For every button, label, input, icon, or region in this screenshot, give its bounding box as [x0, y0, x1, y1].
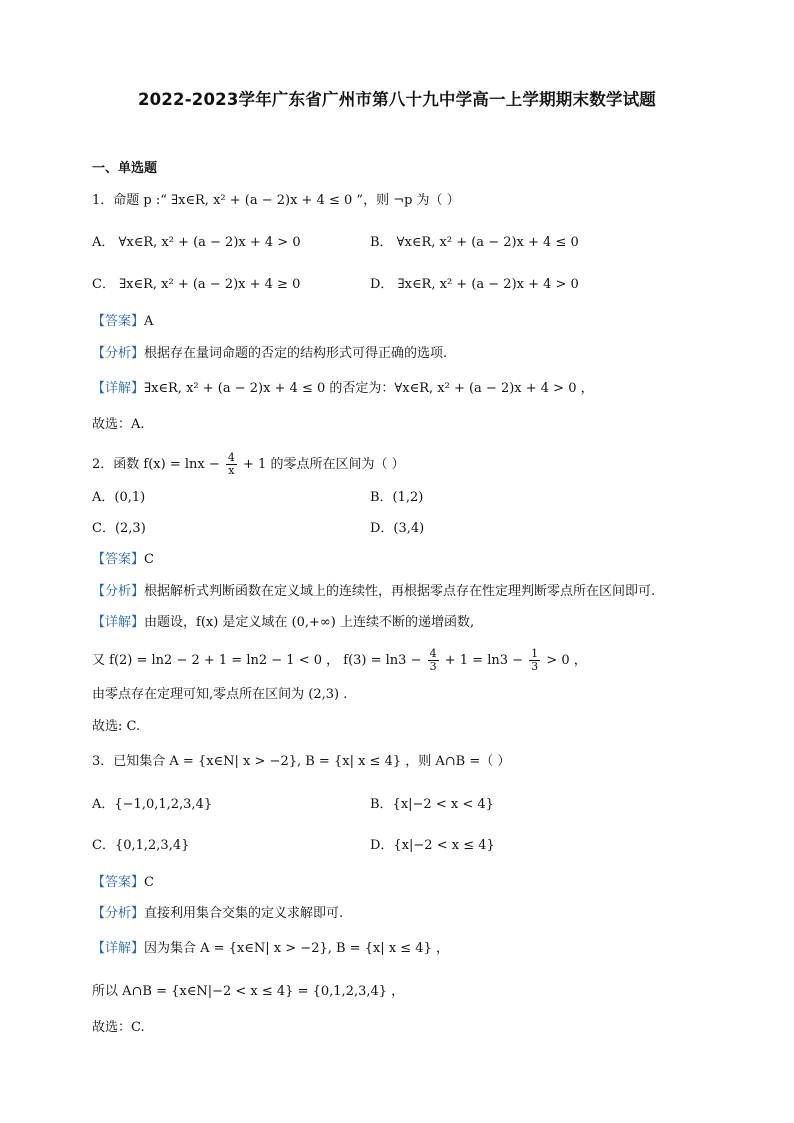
q2-line1-mid: + 1 = ln3 −	[444, 653, 524, 668]
answer-label: 【答案】	[92, 875, 145, 890]
q3-choose: 故选：C.	[92, 1020, 145, 1035]
frac-numerator: 4	[227, 451, 235, 464]
frac-numerator: 4	[429, 647, 437, 660]
q2-analysis-text: 根据解析式判断函数在定义域上的连续性，再根据零点存在性定理判断零点所在区间即可.	[144, 584, 656, 599]
q3-detail-line1: 所以 A∩B = {x∈N|−2 < x ≤ 4} = {0,1,2,3,4} ，	[92, 984, 405, 999]
q1-detail	[92, 380, 594, 398]
q1-analysis-text: 根据存在量词命题的否定的结构形式可得正确的选项.	[144, 346, 448, 361]
q2-line1-post: > 0 ，	[546, 653, 587, 668]
analysis-label: 【分析】	[92, 584, 145, 599]
frac-numerator: 1	[531, 647, 539, 660]
q2-choose: 故选: C.	[92, 719, 141, 734]
q1-option-c: C． ∃x∈R, x² + (a − 2)x + 4 ≥ 0	[92, 277, 301, 292]
q2-option-b: B．(1,2)	[370, 490, 424, 505]
page-title: 2022-2023学年广东省广州市第八十九中学高一上学期期末数学试题	[138, 90, 656, 109]
answer-label: 【答案】	[92, 314, 145, 329]
q3-stem: 3．已知集合 A = {x∈N| x > −2}, B = {x| x ≤ 4} ，则 A∩B =（ ）	[92, 754, 511, 769]
q3-answer-value: C	[144, 875, 154, 890]
q2-stem-pre: 2．函数 f(x) = lnx −	[92, 457, 220, 472]
q2-analysis	[92, 583, 655, 601]
q3-analysis-text: 直接利用集合交集的定义求解即可.	[144, 906, 344, 921]
q3-detail-text: 因为集合 A = {x∈N| x > −2}, B = {x| x ≤ 4} ，	[144, 941, 449, 956]
q2-line1-pre: 又 f(2) = ln2 − 2 + 1 = ln2 − 1 < 0 ， f(3) = ln3 −	[92, 653, 422, 668]
q2-detail-text: 由题设，f(x) 是定义域在 (0,+∞) 上连续不断的递增函数,	[144, 615, 475, 630]
q2-option-c: C．(2,3)	[92, 521, 146, 536]
section-heading: 一、单选题	[92, 161, 158, 176]
q1-answer	[92, 313, 153, 331]
frac-denominator: 3	[429, 660, 437, 673]
q1-option-a: A． ∀x∈R, x² + (a − 2)x + 4 > 0	[92, 235, 301, 250]
q3-option-c: C．{0,1,2,3,4}	[92, 838, 190, 853]
frac-denominator: x	[228, 464, 235, 477]
analysis-label: 【分析】	[92, 346, 145, 361]
q1-option-b: B． ∀x∈R, x² + (a − 2)x + 4 ≤ 0	[370, 235, 579, 250]
q2-stem-fraction	[226, 452, 237, 477]
q2-fraction-4-3	[428, 648, 439, 673]
analysis-label: 【分析】	[92, 906, 145, 921]
detail-label: 【详解】	[92, 941, 145, 956]
q1-option-d: D． ∃x∈R, x² + (a − 2)x + 4 > 0	[370, 277, 579, 292]
q3-answer	[92, 874, 154, 892]
q2-option-d: D．(3,4)	[370, 521, 425, 536]
q3-option-b: B．{x|−2 < x < 4}	[370, 797, 494, 812]
q2-answer-value: C	[144, 552, 154, 567]
q2-detail-line1	[92, 648, 587, 673]
q1-stem: 1．命题 p :“ ∃x∈R, x² + (a − 2)x + 4 ≤ 0 ”，则 ¬p 为（ ）	[92, 193, 460, 208]
detail-label: 【详解】	[92, 381, 145, 396]
q2-stem	[92, 452, 405, 477]
q2-fraction-1-3	[529, 648, 540, 673]
q1-analysis	[92, 345, 447, 363]
answer-label: 【答案】	[92, 552, 145, 567]
q2-option-a: A．(0,1)	[92, 490, 146, 505]
q1-detail-text: ∃x∈R, x² + (a − 2)x + 4 ≤ 0 的否定为：∀x∈R, x² + (a − 2)x + 4 > 0 ，	[144, 381, 594, 396]
detail-label: 【详解】	[92, 615, 145, 630]
q2-stem-post: + 1 的零点所在区间为（ ）	[243, 457, 405, 472]
q3-detail	[92, 940, 449, 958]
q2-answer	[92, 551, 154, 569]
frac-denominator: 3	[531, 660, 539, 673]
q3-analysis	[92, 905, 343, 923]
q3-option-a: A．{−1,0,1,2,3,4}	[92, 797, 213, 812]
q1-choose: 故选：A.	[92, 417, 145, 432]
q2-detail-line2: 由零点存在定理可知,零点所在区间为 (2,3) .	[92, 687, 348, 702]
q3-option-d: D．{x|−2 < x ≤ 4}	[370, 838, 495, 853]
q2-detail	[92, 614, 474, 632]
q1-answer-value: A	[144, 314, 154, 329]
